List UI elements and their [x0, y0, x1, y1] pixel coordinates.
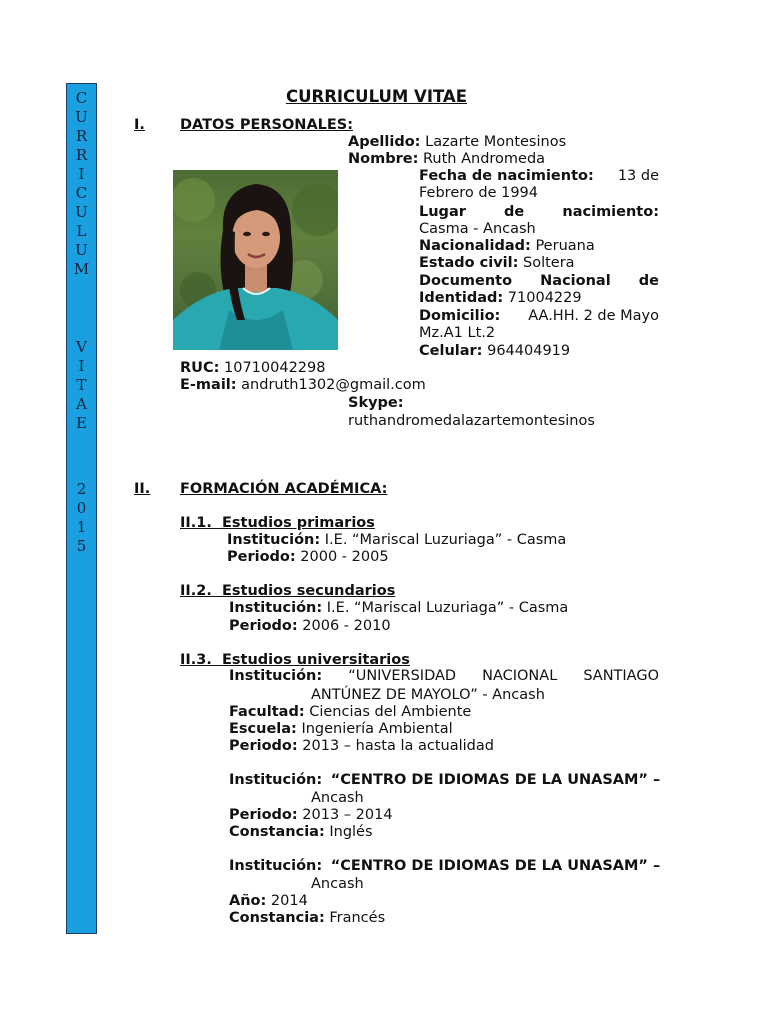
birthplace-value: Casma - Ancash	[419, 221, 536, 237]
skype-label: Skype:	[348, 395, 404, 411]
institution-word: SANTIAGO	[583, 668, 659, 684]
institution-label: Institución:	[229, 772, 323, 788]
birthdate-value-cont: Febrero de 1994	[419, 185, 538, 201]
birthplace-label-word: Lugar	[419, 204, 466, 220]
banner-letter: U	[75, 108, 88, 126]
name-row	[348, 151, 545, 168]
section-heading-personal: DATOS PERSONALES:	[180, 117, 354, 133]
name-value: Ruth Andromeda	[422, 151, 546, 167]
institution-value: “CENTRO DE IDIOMAS DE LA UNASAM” –	[330, 858, 661, 874]
address-line-1	[419, 308, 659, 325]
institution-word: “UNIVERSIDAD	[348, 668, 457, 684]
primary-institution-row	[227, 532, 566, 549]
period-label: Periodo:	[229, 738, 298, 754]
address-row	[419, 308, 659, 342]
banner-letter: V	[76, 338, 87, 356]
banner-letter: M	[73, 260, 90, 278]
identity-label: Identidad:	[419, 290, 504, 306]
banner-letter: L	[76, 222, 87, 240]
email-row	[180, 377, 426, 394]
id-document-label	[419, 273, 659, 290]
language1-institution-cont: Ancash	[311, 790, 364, 806]
birthplace-label-word: nacimiento:	[562, 204, 659, 220]
birthplace-row	[419, 204, 659, 238]
phone-row	[419, 343, 570, 360]
skype-value: ruthandromedalazartemontesinos	[348, 413, 595, 429]
certificate-label: Constancia:	[229, 910, 325, 926]
banner-letter: 2	[76, 480, 87, 498]
year-label: Año:	[229, 893, 267, 909]
school-value: Ingeniería Ambiental	[301, 721, 453, 737]
banner-letter: C	[75, 184, 88, 202]
phone-value: 964404919	[487, 343, 571, 359]
language2-year-row	[229, 893, 308, 910]
institution-word: NACIONAL	[482, 668, 558, 684]
language2-institution-row	[229, 858, 659, 875]
nationality-row	[419, 238, 595, 255]
period-value: 2013 – hasta la actualidad	[302, 738, 494, 754]
email-value[interactable]: andruth1302@gmail.com	[241, 377, 426, 393]
section-heading-education: FORMACIÓN ACADÉMICA:	[180, 481, 388, 497]
id-document-label-word: Documento	[419, 273, 513, 289]
ruc-label: RUC:	[180, 360, 220, 376]
university-institution-cont: ANTÚNEZ DE MAYOLO” - Ancash	[311, 687, 545, 703]
faculty-value: Ciencias del Ambiente	[309, 704, 472, 720]
primary-heading: II.1. Estudios primarios	[180, 515, 375, 531]
ruc-row	[180, 360, 325, 377]
school-label: Escuela:	[229, 721, 297, 737]
language2-institution-cont: Ancash	[311, 876, 364, 892]
birthdate-row	[419, 168, 659, 202]
surname-value: Lazarte Montesinos	[425, 134, 567, 150]
period-value: 2006 - 2010	[302, 618, 391, 634]
language1-period-row	[229, 807, 393, 824]
id-document-line-2	[419, 290, 659, 307]
year-value: 2014	[270, 893, 308, 909]
banner-letter: 0	[76, 499, 87, 517]
banner-letter: R	[75, 146, 88, 164]
birthplace-label-word: de	[504, 204, 525, 220]
institution-value: I.E. “Mariscal Luzuriaga” - Casma	[324, 532, 567, 548]
nationality-label: Nacionalidad:	[419, 238, 531, 254]
profile-photo	[173, 170, 338, 350]
language2-certificate-row	[229, 910, 385, 927]
period-value: 2013 – 2014	[302, 807, 393, 823]
email-label: E-mail:	[180, 377, 237, 393]
banner-letter: E	[76, 414, 87, 432]
period-label: Periodo:	[229, 618, 298, 634]
id-document-row	[419, 273, 659, 307]
birthdate-line-1	[419, 168, 659, 185]
id-document-label-word: de	[638, 273, 659, 289]
institution-label: Institución:	[229, 858, 323, 874]
period-label: Periodo:	[227, 549, 296, 565]
faculty-label: Facultad:	[229, 704, 305, 720]
university-heading: II.3. Estudios universitarios	[180, 652, 410, 668]
secondary-period-row	[229, 618, 391, 635]
surname-row	[348, 134, 566, 151]
vertical-title-banner	[66, 83, 97, 934]
institution-label: Institución:	[229, 600, 323, 616]
banner-letter: A	[76, 395, 87, 413]
birthdate-label: Fecha de nacimiento:	[419, 168, 594, 184]
marital-status-value: Soltera	[523, 255, 575, 271]
institution-value: “CENTRO DE IDIOMAS DE LA UNASAM” –	[330, 772, 661, 788]
birthdate-value: 13 de	[617, 168, 659, 184]
nationality-value: Peruana	[535, 238, 595, 254]
certificate-label: Constancia:	[229, 824, 325, 840]
banner-letter: C	[75, 89, 88, 107]
secondary-heading: II.2. Estudios secundarios	[180, 583, 396, 599]
banner-letter: R	[75, 127, 88, 145]
phone-label: Celular:	[419, 343, 483, 359]
certificate-value: Francés	[329, 910, 386, 926]
institution-label: Institución:	[229, 668, 323, 684]
name-label: Nombre:	[348, 151, 419, 167]
school-row	[229, 721, 453, 738]
banner-letter: U	[75, 241, 88, 259]
banner-letter: T	[76, 376, 87, 394]
section-number: II.	[134, 481, 151, 497]
university-period-row	[229, 738, 494, 755]
marital-status-label: Estado civil:	[419, 255, 519, 271]
institution-label: Institución:	[227, 532, 321, 548]
page-title: CURRICULUM VITAE	[286, 87, 467, 106]
banner-letter: U	[75, 203, 88, 221]
language1-certificate-row	[229, 824, 373, 841]
banner-letter: I	[78, 357, 85, 375]
university-institution-row	[229, 668, 659, 685]
section-number: I.	[134, 117, 145, 133]
address-label: Domicilio:	[419, 308, 501, 324]
address-value: AA.HH. 2 de Mayo	[528, 308, 659, 324]
primary-period-row	[227, 549, 389, 566]
secondary-institution-row	[229, 600, 568, 617]
language1-institution-row	[229, 772, 659, 789]
banner-letter: 1	[76, 518, 87, 536]
period-label: Periodo:	[229, 807, 298, 823]
faculty-row	[229, 704, 471, 721]
period-value: 2000 - 2005	[300, 549, 389, 565]
portrait-illustration	[173, 170, 338, 350]
surname-label: Apellido:	[348, 134, 421, 150]
banner-letter: I	[78, 165, 85, 183]
certificate-value: Inglés	[329, 824, 373, 840]
ruc-value: 10710042298	[224, 360, 326, 376]
marital-status-row	[419, 255, 575, 272]
address-value-cont: Mz.A1 Lt.2	[419, 325, 496, 341]
identity-value: 71004229	[507, 290, 582, 306]
id-document-label-word: Nacional	[540, 273, 611, 289]
birthplace-label	[419, 204, 659, 221]
institution-value: I.E. “Mariscal Luzuriaga” - Casma	[326, 600, 569, 616]
banner-letter: 5	[76, 537, 87, 555]
